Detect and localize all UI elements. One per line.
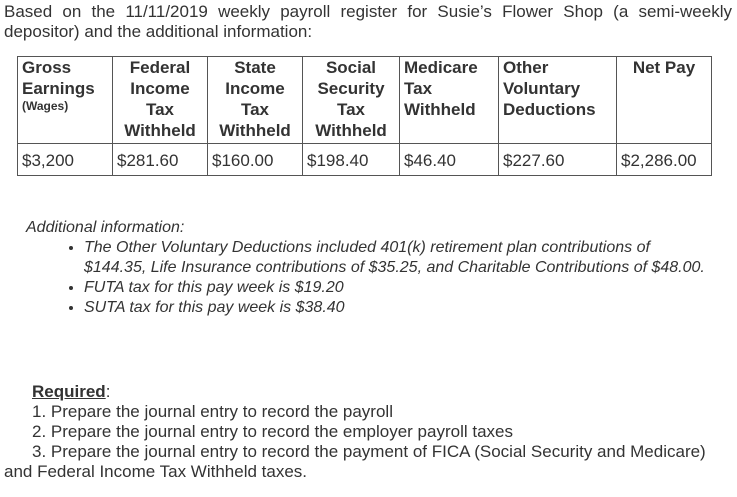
header-wages-note: (Wages) [22, 99, 69, 113]
required-item-1: 1. Prepare the journal entry to record the payroll [32, 402, 393, 421]
additional-list [26, 238, 706, 318]
cell-state-income-tax: $160.00 [208, 144, 303, 176]
header-net-pay: Net Pay [617, 57, 712, 144]
table-row [18, 144, 712, 176]
header-medicare-tax: Medicare Tax Withheld [400, 57, 499, 144]
cell-social-security-tax: $198.40 [303, 144, 400, 176]
required-item-2: 2. Prepare the journal entry to record the employer payroll taxes [32, 422, 513, 441]
header-social-security-tax: Social Security Tax Withheld [303, 57, 400, 144]
required-section [4, 382, 732, 482]
cell-federal-income-tax: $281.60 [113, 144, 208, 176]
cell-medicare-tax: $46.40 [400, 144, 499, 176]
required-item-3: 3. Prepare the journal entry to record the payment of FICA (Social Security and Medicare) and Federal Income Tax Withheld taxes. [4, 442, 706, 481]
additional-information [26, 218, 706, 318]
table-header-row [18, 57, 712, 144]
required-heading: Required: [32, 382, 111, 401]
list-item: • The Other Voluntary Deductions included 401(k) retirement plan contributions of $144.35, Life Insurance contributions of $35.25, and Charitable Contributions of $48.00. [84, 238, 706, 278]
list-item: • FUTA tax for this pay week is $19.20 [84, 278, 706, 298]
cell-other-voluntary-deductions: $227.60 [499, 144, 617, 176]
additional-heading: Additional information: [26, 219, 185, 236]
list-item: • SUTA tax for this pay week is $38.40 [84, 298, 706, 318]
header-federal-income-tax: Federal Income Tax Withheld [113, 57, 208, 144]
payroll-register-table [17, 56, 712, 176]
header-state-income-tax: State Income Tax Withheld [208, 57, 303, 144]
cell-gross-earnings: $3,200 [18, 144, 113, 176]
header-gross-earnings: Gross Earnings (Wages) [18, 57, 113, 144]
cell-net-pay: $2,286.00 [617, 144, 712, 176]
intro-text: Based on the 11/11/2019 weekly payroll register for Susie’s Flower Shop (a semi-weekly depositor) and the additional information: [4, 2, 732, 41]
header-other-voluntary-deductions: Other Voluntary Deductions [499, 57, 617, 144]
